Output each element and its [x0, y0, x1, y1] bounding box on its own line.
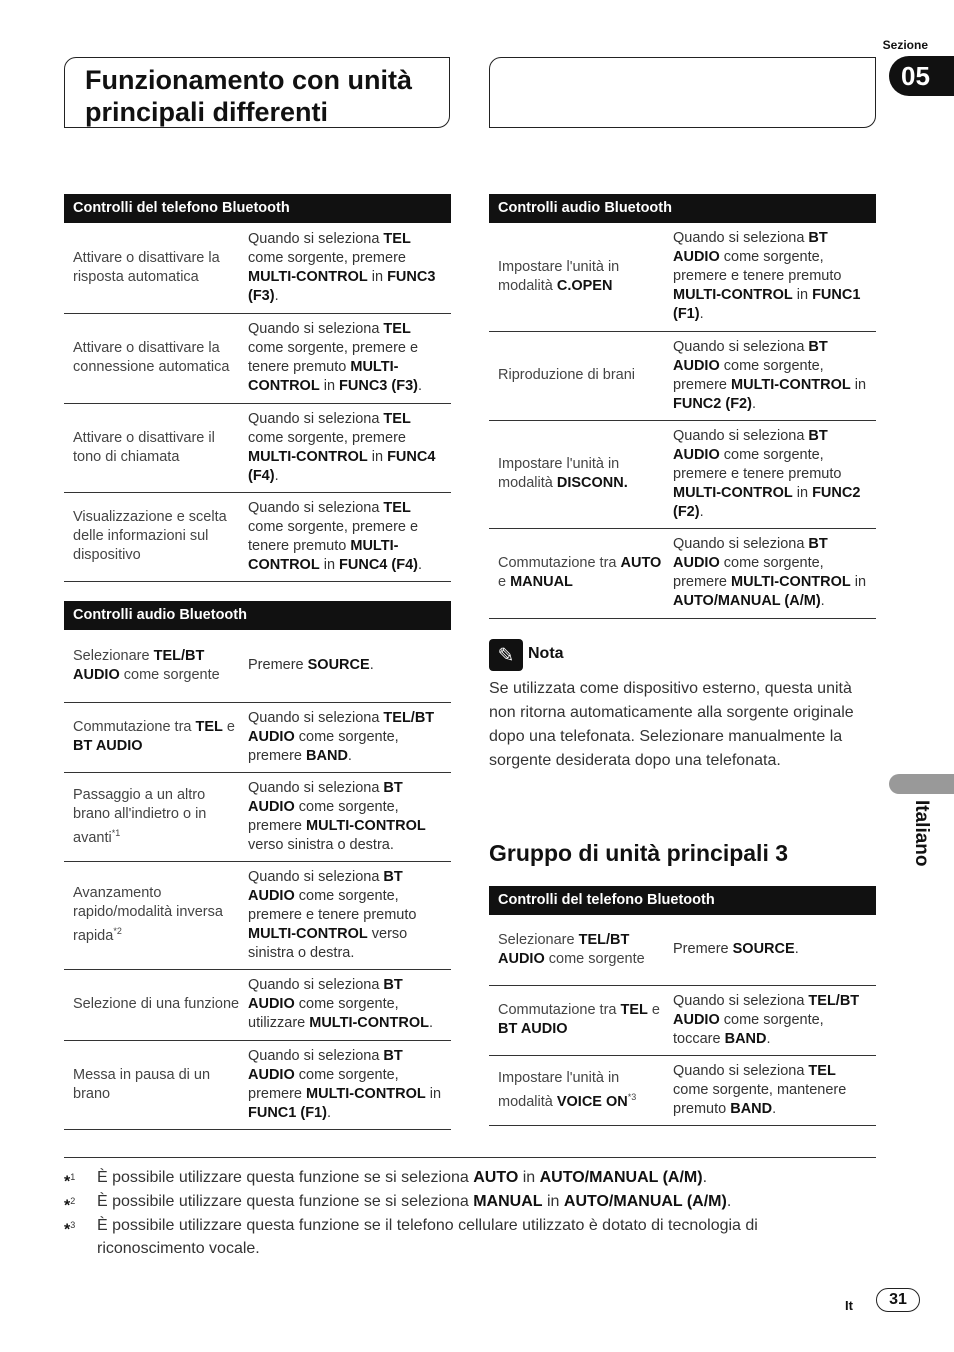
section-label: Sezione — [882, 38, 928, 52]
section-heading: Gruppo di unità principali 3 — [489, 840, 789, 866]
table-row — [64, 313, 451, 403]
note-text: Se utilizzata come dispositivo esterno, questa unità non ritorna automaticamente alla sorgente originale dopo una telefonata. Selezionare manualmente la sorgente desiderata dopo una telefonata. — [489, 680, 854, 769]
row-desc: Quando si seleziona BT AUDIO come sorgente, premere MULTI-CONTROL in AUTO/MANUAL (A/M). — [673, 528, 876, 618]
audio-controls-table-right — [489, 194, 876, 619]
row-desc: Premere SOURCE. — [248, 630, 451, 702]
row-label: Selezionare TEL/BT AUDIO come sorgente — [64, 630, 248, 702]
table-header: Controlli audio Bluetooth — [64, 601, 451, 630]
row-label: Selezionare TEL/BT AUDIO come sorgente — [489, 915, 673, 985]
footnote — [64, 1190, 876, 1213]
table-row — [489, 528, 876, 618]
row-desc: Quando si seleziona BT AUDIO come sorgente, premere e tenere premuto MULTI-CONTROL in FUNC2 (F2). — [673, 420, 876, 528]
table-row — [64, 772, 451, 861]
row-desc: Quando si seleziona TEL come sorgente, premere e tenere premuto MULTI-CONTROL in FUNC4 (F4). — [248, 492, 451, 581]
table-row — [64, 861, 451, 969]
footnote-ref: *1 — [111, 827, 121, 838]
row-label: Messa in pausa di un brano — [64, 1040, 248, 1129]
row-desc: Quando si seleziona BT AUDIO come sorgente, utilizzare MULTI-CONTROL. — [248, 969, 451, 1040]
footnote-text: È possibile utilizzare questa funzione se si seleziona AUTO in AUTO/MANUAL (A/M). — [97, 1169, 708, 1186]
row-desc: Quando si seleziona TEL/BT AUDIO come sorgente, toccare BAND. — [673, 985, 876, 1055]
row-desc: Quando si seleziona TEL come sorgente, mantenere premuto BAND. — [673, 1055, 876, 1125]
table-header: Controlli audio Bluetooth — [489, 194, 876, 223]
row-label: Impostare l'unità in modalità DISCONN. — [489, 420, 673, 528]
row-desc: Quando si seleziona TEL come sorgente, premere MULTI-CONTROL in FUNC3 (F3). — [248, 223, 451, 313]
table-row — [489, 331, 876, 420]
row-label: Visualizzazione e scelta delle informazioni sul dispositivo — [64, 492, 248, 581]
table-row — [489, 985, 876, 1055]
table-row — [489, 420, 876, 528]
table-row — [489, 1055, 876, 1125]
row-desc: Quando si seleziona TEL come sorgente, premere e tenere premuto MULTI-CONTROL in FUNC3 (F3). — [248, 313, 451, 403]
table-row — [489, 915, 876, 985]
row-label — [64, 861, 248, 969]
row-desc: Quando si seleziona BT AUDIO come sorgente, premere MULTI-CONTROL in FUNC1 (F1). — [248, 1040, 451, 1129]
row-label: Attivare o disattivare il tono di chiamata — [64, 403, 248, 492]
row-desc: Quando si seleziona TEL/BT AUDIO come sorgente, premere BAND. — [248, 702, 451, 772]
note-title: Nota — [528, 645, 564, 662]
table-row — [64, 403, 451, 492]
table-row — [64, 1040, 451, 1129]
table-row — [64, 223, 451, 313]
phone-controls-table — [64, 194, 451, 582]
row-label: Commutazione tra TEL e BT AUDIO — [64, 702, 248, 772]
row-label: Commutazione tra AUTO e MANUAL — [489, 528, 673, 618]
row-label: Impostare l'unità in modalità C.OPEN — [489, 223, 673, 331]
footnote — [64, 1214, 876, 1260]
page-title — [85, 64, 412, 128]
page-title-line1: Funzionamento con unità — [85, 65, 412, 95]
row-desc: Quando si seleziona BT AUDIO come sorgente, premere e tenere premuto MULTI-CONTROL verso sinistra o destra. — [248, 861, 451, 969]
table-row — [64, 492, 451, 581]
table-row — [489, 223, 876, 331]
section-number-badge: 05 — [889, 56, 954, 96]
row-label-text: Avanzamento rapido/modalità inversa rapida — [73, 885, 223, 944]
row-label-text: Impostare l'unità in modalità VOICE ON — [498, 1069, 628, 1110]
table-header: Controlli del telefono Bluetooth — [64, 194, 451, 223]
row-desc: Quando si seleziona TEL come sorgente, premere MULTI-CONTROL in FUNC4 (F4). — [248, 403, 451, 492]
row-label — [64, 772, 248, 861]
title-box — [64, 57, 450, 128]
table-row — [64, 630, 451, 702]
footnote-ref: *3 — [627, 1091, 637, 1102]
page-title-line2: principali differenti — [85, 97, 329, 127]
row-desc: Quando si seleziona BT AUDIO come sorgente, premere MULTI-CONTROL in FUNC2 (F2). — [673, 331, 876, 420]
row-label — [489, 1055, 673, 1125]
footnote-divider — [64, 1157, 876, 1158]
row-label: Attivare o disattivare la connessione automatica — [64, 313, 248, 403]
empty-header-box — [489, 57, 876, 128]
row-label: Commutazione tra TEL e BT AUDIO — [489, 985, 673, 1055]
phone-controls-table-right — [489, 886, 876, 1126]
row-desc: Premere SOURCE. — [673, 915, 876, 985]
language-tab-marker — [889, 774, 954, 794]
footnote-marker: *$^1$ — [64, 1172, 76, 1191]
row-desc: Quando si seleziona BT AUDIO come sorgente, premere MULTI-CONTROL verso sinistra o destra. — [248, 772, 451, 861]
footnote-ref: *2 — [113, 926, 122, 937]
table-row — [64, 969, 451, 1040]
table-header: Controlli del telefono Bluetooth — [489, 886, 876, 915]
page-language: It — [845, 1298, 853, 1313]
audio-controls-table — [64, 601, 451, 1130]
row-label: Riproduzione di brani — [489, 331, 673, 420]
page-number: 31 — [876, 1288, 920, 1312]
language-label: Italiano — [911, 800, 932, 867]
footnote — [64, 1166, 876, 1189]
footnote-marker: *$^3$ — [64, 1220, 76, 1239]
row-desc: Quando si seleziona BT AUDIO come sorgente, premere e tenere premuto MULTI-CONTROL in FUNC1 (F1). — [673, 223, 876, 331]
footnote-text: È possibile utilizzare questa funzione se il telefono cellulare utilizzato è dotato di tecnologia di riconoscimento vocale. — [97, 1217, 758, 1257]
note-pencil-icon: ✎ — [489, 639, 523, 671]
row-label: Attivare o disattivare la risposta automatica — [64, 223, 248, 313]
footnote-marker: *$^2$ — [64, 1196, 76, 1215]
row-label-text: Passaggio a un altro brano all'indietro o in avanti — [73, 786, 207, 846]
row-label: Selezione di una funzione — [64, 969, 248, 1040]
table-row — [64, 702, 451, 772]
footnote-text: È possibile utilizzare questa funzione se si seleziona MANUAL in AUTO/MANUAL (A/M). — [97, 1193, 732, 1210]
